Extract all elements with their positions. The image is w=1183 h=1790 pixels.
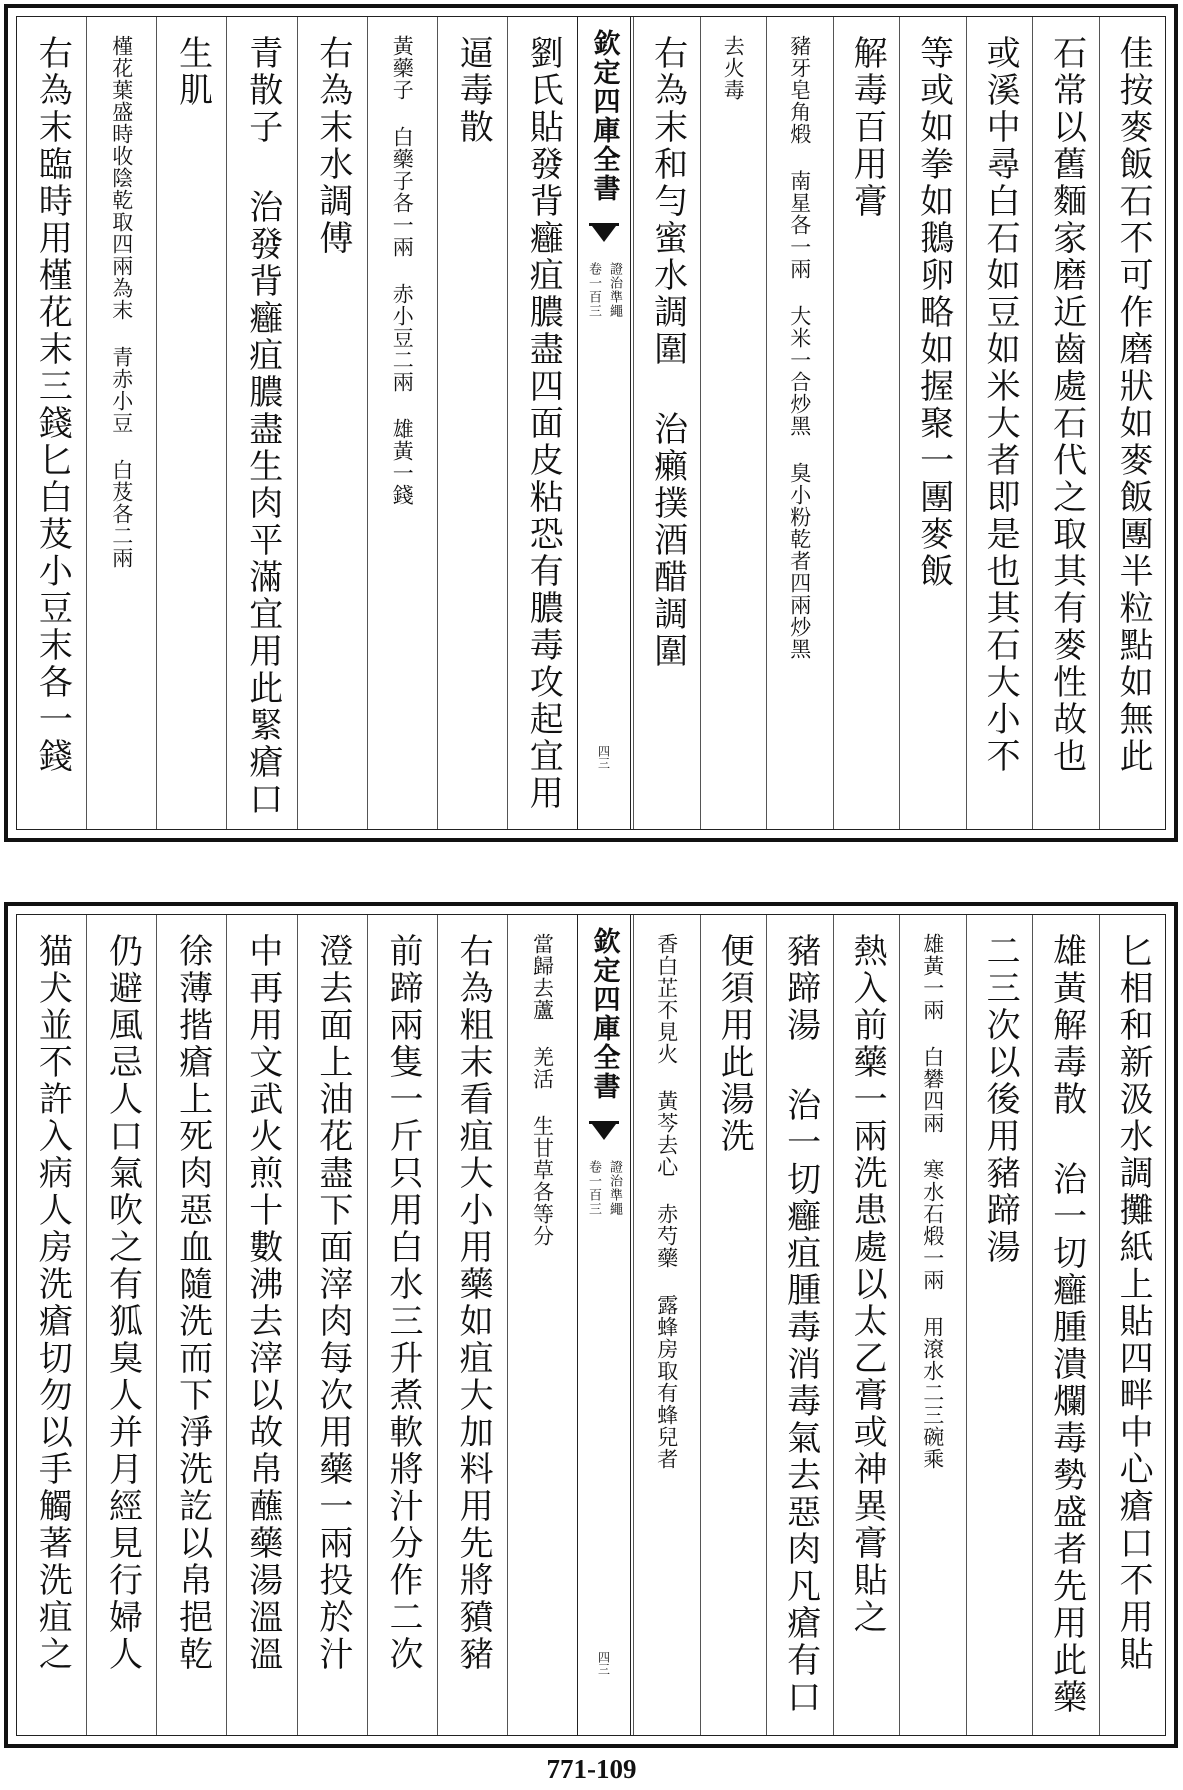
text-column <box>966 17 1033 829</box>
text-column <box>700 17 767 829</box>
text-column <box>297 915 367 1735</box>
column-text: 猫犬並不許入病人房洗瘡切勿以手觸著洗疽之 <box>32 933 73 1673</box>
column-text: 豬蹄湯 治一切癰疽腫毒消毒氣去惡肉凡瘡有口 <box>780 933 821 1716</box>
fish-tail-mark-icon <box>589 1121 619 1146</box>
column-text: 去火毒 <box>721 35 746 101</box>
column-text: 香白芷不見火 黃芩去心 赤芍藥 露蜂房取有蜂兒者 <box>654 933 679 1470</box>
column-text: 等或如拳如鵝卵略如握聚一團麥飯 <box>913 35 954 590</box>
column-text: 右為粗末看疽大小用藥如疽大加料用先將豶豬 <box>453 933 494 1673</box>
column-text: 徐薄揩瘡上死肉惡血隨洗而下淨洗訖以帛挹乾 <box>172 933 213 1673</box>
text-column <box>297 17 367 829</box>
column-text: 匕相和新汲水調攤紙上貼四畔中心瘡口不用貼 <box>1113 933 1154 1673</box>
column-text: 當歸去蘆 羌活 生甘草各等分 <box>530 933 555 1247</box>
text-column <box>633 17 700 829</box>
top-page-inner-frame <box>16 16 1166 830</box>
text-column <box>86 915 156 1735</box>
top-page-frame <box>4 4 1178 842</box>
top-left-half <box>17 17 577 829</box>
text-column <box>633 915 700 1735</box>
gutter-info <box>584 1160 624 1216</box>
column-text: 或溪中尋白石如豆如米大者即是也其石大小不 <box>980 35 1021 775</box>
fish-tail-mark-icon <box>589 223 619 248</box>
text-column <box>1032 17 1099 829</box>
page-number: 771-109 <box>546 1754 637 1784</box>
gutter-title: 欽定四庫全書 <box>588 29 620 203</box>
text-column <box>367 17 437 829</box>
text-column <box>226 17 296 829</box>
text-column <box>766 17 833 829</box>
text-column <box>226 915 296 1735</box>
column-text: 解毒百用膏 <box>847 35 888 220</box>
column-text: 便須用此湯洗 <box>714 933 755 1155</box>
text-column <box>507 915 577 1735</box>
bottom-center-gutter <box>577 915 631 1735</box>
column-text: 前蹄兩隻一斤只用白水三升煮軟將汁分作二次 <box>383 933 424 1673</box>
gutter-folio: 四三 <box>596 1651 611 1675</box>
gutter-title: 欽定四庫全書 <box>588 927 620 1101</box>
text-column <box>899 17 966 829</box>
column-text: 熱入前藥一兩洗患處以太乙膏或神異膏貼之 <box>847 933 888 1636</box>
column-text: 雄黃一兩 白礬四兩 寒水石煅一兩 用滾水二三碗乘 <box>920 933 945 1470</box>
column-text: 豬牙皂角煅 南星各一兩 大米一合炒黑 臭小粉乾者四兩炒黑 <box>787 35 812 660</box>
bottom-right-half <box>633 915 1165 1735</box>
text-column <box>17 17 86 829</box>
bottom-left-half <box>17 915 577 1735</box>
column-text: 槿花葉盛時收陰乾取四兩為末 青赤小豆 白芨各二兩 <box>109 35 134 569</box>
text-column <box>1099 915 1166 1735</box>
column-text: 佳按麥飯石不可作磨狀如麥飯團半粒點如無此 <box>1113 35 1154 775</box>
text-column <box>766 915 833 1735</box>
column-text: 劉氏貼發背癰疽膿盡四面皮粘恐有膿毒攻起宜用 <box>523 35 564 812</box>
column-text: 二三次以後用豬蹄湯 <box>980 933 1021 1266</box>
text-column <box>899 915 966 1735</box>
text-column <box>966 915 1033 1735</box>
gutter-book: 證治準繩 <box>607 1160 622 1216</box>
column-text: 黃藥子 白藥子各一兩 赤小豆二兩 雄黃一錢 <box>390 35 415 506</box>
column-text: 中再用文武火煎十數沸去滓以故帛蘸藥湯溫溫 <box>242 933 283 1673</box>
gutter-info <box>584 262 624 318</box>
text-column <box>833 915 900 1735</box>
text-column <box>367 915 437 1735</box>
text-column <box>833 17 900 829</box>
text-column <box>17 915 86 1735</box>
column-text: 青散子 治發背癰疽膿盡生肉平滿宜用此緊瘡口 <box>242 35 283 818</box>
text-column <box>156 17 226 829</box>
gutter-folio: 四三 <box>596 745 611 769</box>
column-text: 右為末水調傅 <box>312 35 353 257</box>
text-column <box>437 915 507 1735</box>
text-column <box>1032 915 1099 1735</box>
column-text: 逼毒散 <box>453 35 494 146</box>
bottom-page-inner-frame <box>16 914 1166 1736</box>
top-right-half <box>633 17 1165 829</box>
column-text: 右為末和勻蜜水調圍 治癩撲酒醋調圍 <box>647 35 688 670</box>
gutter-volume: 卷一百三 <box>586 1160 601 1216</box>
top-center-gutter <box>577 17 631 829</box>
column-text: 右為末臨時用槿花末三錢匕白芨小豆末各一錢 <box>32 35 73 775</box>
text-column <box>437 17 507 829</box>
column-text: 仍避風忌人口氣吹之有狐臭人并月經見行婦人 <box>102 933 143 1673</box>
gutter-volume: 卷一百三 <box>586 262 601 318</box>
column-text: 澄去面上油花盡下面滓肉每次用藥一兩投於汁 <box>312 933 353 1673</box>
column-text: 生肌 <box>172 35 213 109</box>
column-text: 雄黃解毒散 治一切癰腫潰爛毒勢盛者先用此藥 <box>1046 933 1087 1716</box>
text-column <box>1099 17 1166 829</box>
bottom-page-frame <box>4 902 1178 1748</box>
text-column <box>86 17 156 829</box>
text-column <box>156 915 226 1735</box>
text-column <box>507 17 577 829</box>
text-column <box>700 915 767 1735</box>
gutter-book: 證治準繩 <box>607 262 622 318</box>
column-text: 石常以舊麵家磨近齒處石代之取其有麥性故也 <box>1046 35 1087 775</box>
